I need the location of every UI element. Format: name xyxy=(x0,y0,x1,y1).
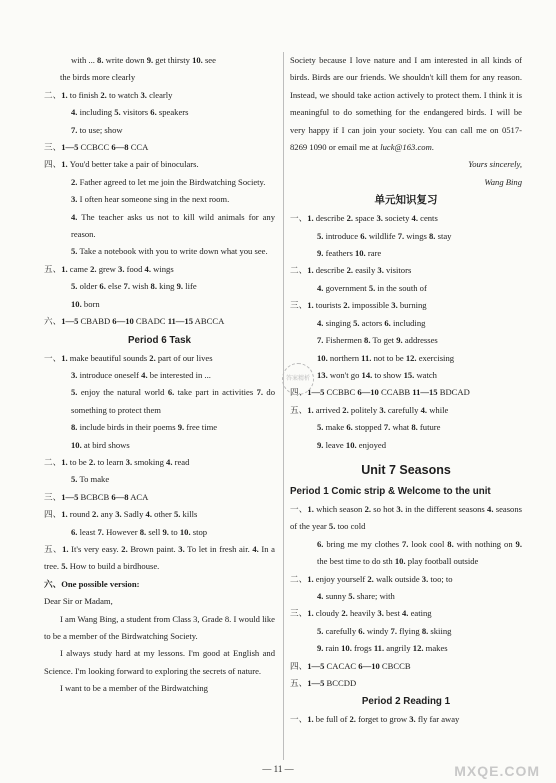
stamp-logo: 答案精析 xyxy=(282,363,314,395)
answer-line: with ... 8. write down 9. get thirsty 10. see xyxy=(71,55,216,65)
answer-line: 三、1—5 CCBCC 6—8 CCA xyxy=(44,142,149,153)
answer-line: 13. won't go 14. to show 15. watch xyxy=(317,369,437,380)
answer-line: 五、1. came 2. grew 3. food 4. wings xyxy=(44,263,174,274)
answer-line: 5. introduce 6. wildlife 7. wings 8. stay xyxy=(317,230,452,241)
answer-line: 5. Take a notebook with you to write down what you see. xyxy=(71,246,268,257)
answer-line: 5. older 6. else 7. wish 8. king 9. life xyxy=(71,281,197,292)
answer-line: 一、1. which season 2. so hot 3. in the different seasons 4. seasons of the year 5. too cold xyxy=(290,503,522,532)
answer-line: 一、1. be full of 2. forget to grow 3. fly far away xyxy=(290,714,460,725)
letter-paragraph: Society because I love nature and I am interested in all kinds of birds. Birds are our friends. We shouldn't kill them for any reason. Instead, we should take action actively to protect them. I think it is meaningful to do something for the endangered birds. I will be very happy if I can join your society. You can call me on 0517-8269 1090 or email me at luck@163.com. xyxy=(290,55,522,153)
answer-line: 一、1. describe 2. space 3. society 4. cents xyxy=(290,213,438,224)
answer-line: 6. bring me my clothes 7. look cool 8. with nothing on 9. the best time to do sth 10. play football outside xyxy=(317,538,522,567)
answer-line: 五、1—5 BCCDD xyxy=(290,678,357,688)
left-column xyxy=(44,52,275,698)
answer-line: 四、1—5 CACAC 6—10 CBCCB xyxy=(290,660,411,671)
answer-line: 二、1. describe 2. easily 3. visitors xyxy=(290,265,412,276)
answer-line: 7. Fishermen 8. To get 9. addresses xyxy=(317,335,438,346)
answer-line: 2. Father agreed to let me join the Birdwatching Society. xyxy=(71,176,266,187)
answer-line: 6. least 7. However 8. sell 9. to 10. stop xyxy=(71,526,208,537)
column-divider xyxy=(283,52,284,760)
answer-line: 5. carefully 6. windy 7. flying 8. skiing xyxy=(317,625,452,636)
letter-paragraph: I want to be a member of the Birdwatching xyxy=(60,683,208,694)
answer-line: 六、1—5 CBABD 6—10 CBADC 11—15 ABCCA xyxy=(44,316,225,327)
answer-line: 3. introduce oneself 4. be interested in ... xyxy=(71,369,211,380)
answer-line: 9. feathers 10. rare xyxy=(317,248,382,259)
letter-salutation: Dear Sir or Madam, xyxy=(44,596,113,607)
answer-line: 3. I often hear someone sing in the next room. xyxy=(71,194,230,205)
letter-closing: Yours sincerely, xyxy=(468,159,522,170)
unit-heading: Unit 7 Seasons xyxy=(361,462,451,477)
answer-line: 9. leave 10. enjoyed xyxy=(317,439,386,450)
answer-line: 4. The teacher asks us not to kill wild animals for any reason. xyxy=(71,211,275,240)
answer-line: 9. rain 10. frogs 11. angrily 12. makes xyxy=(317,643,448,654)
letter-paragraph: I am Wang Bing, a student from Class 3, Grade 8. I would like to be a member of the Birdwatching Society. xyxy=(44,613,275,641)
answer-line: 三、1. cloudy 2. heavily 3. best 4. eating xyxy=(290,608,432,619)
answer-line: 四、1. round 2. any 3. Sadly 4. other 5. kills xyxy=(44,509,198,520)
answer-line: the birds more clearly xyxy=(60,72,136,83)
answer-line: 10. northern 11. not to be 12. exercising xyxy=(317,352,455,363)
answer-line: 五、1. It's very easy. 2. Brown paint. 3. To let in fresh air. 4. In a tree. 5. How to build a birdhouse. xyxy=(44,543,275,572)
answer-line: 三、1. tourists 2. impossible 3. burning xyxy=(290,300,427,311)
answer-line: 4. including 5. visitors 6. speakers xyxy=(71,107,189,118)
answer-line: 4. sunny 5. share; with xyxy=(317,590,395,601)
watermark-logo: MXQE.COM xyxy=(454,763,540,779)
answer-line: 10. at bird shows xyxy=(71,439,130,450)
answer-line: 四、1. You'd better take a pair of binoculars. xyxy=(44,159,199,170)
answer-line: 五、1. arrived 2. politely 3. carefully 4. while xyxy=(290,404,449,415)
answer-line: 4. singing 5. actors 6. including xyxy=(317,317,426,328)
letter-paragraph: I always study hard at my lessons. I'm good at English and Science. I'm looking forward to exploring the secrets of nature. xyxy=(44,648,275,676)
section-heading: Period 1 Comic strip & Welcome to the unit xyxy=(290,485,491,497)
answer-line: 7. to use; show xyxy=(71,124,123,135)
answer-line: 二、1. to finish 2. to watch 3. clearly xyxy=(44,89,173,100)
answer-line: 六、One possible version: xyxy=(44,578,140,589)
right-column xyxy=(290,52,522,729)
answer-line: 三、1—5 BCBCB 6—8 ACA xyxy=(44,491,149,502)
answer-line: 四、1—5 CCBBC 6—10 CCABB 11—15 BDCAD xyxy=(290,387,470,398)
answer-line: 5. To make xyxy=(71,474,110,485)
section-heading: Period 6 Task xyxy=(128,334,191,346)
answer-line: 二、1. enjoy yourself 2. walk outside 3. too; to xyxy=(290,573,453,584)
answer-line: 5. make 6. stopped 7. what 8. future xyxy=(317,422,441,433)
answer-line: 5. enjoy the natural world 6. take part in activities 7. do something to protect them xyxy=(71,387,276,415)
section-heading: Period 2 Reading 1 xyxy=(361,696,451,708)
answer-line: 10. born xyxy=(71,298,100,309)
section-heading: 单元知识复习 xyxy=(374,194,438,207)
answer-line: 4. government 5. in the south of xyxy=(317,282,427,293)
letter-signature: Wang Bing xyxy=(484,176,522,187)
answer-line: 一、1. make beautiful sounds 2. part of our lives xyxy=(44,352,213,363)
answer-line: 8. include birds in their poems 9. free time xyxy=(71,422,218,433)
page-number: — 11 — xyxy=(262,764,294,774)
answer-line: 二、1. to be 2. to learn 3. smoking 4. read xyxy=(44,456,190,467)
